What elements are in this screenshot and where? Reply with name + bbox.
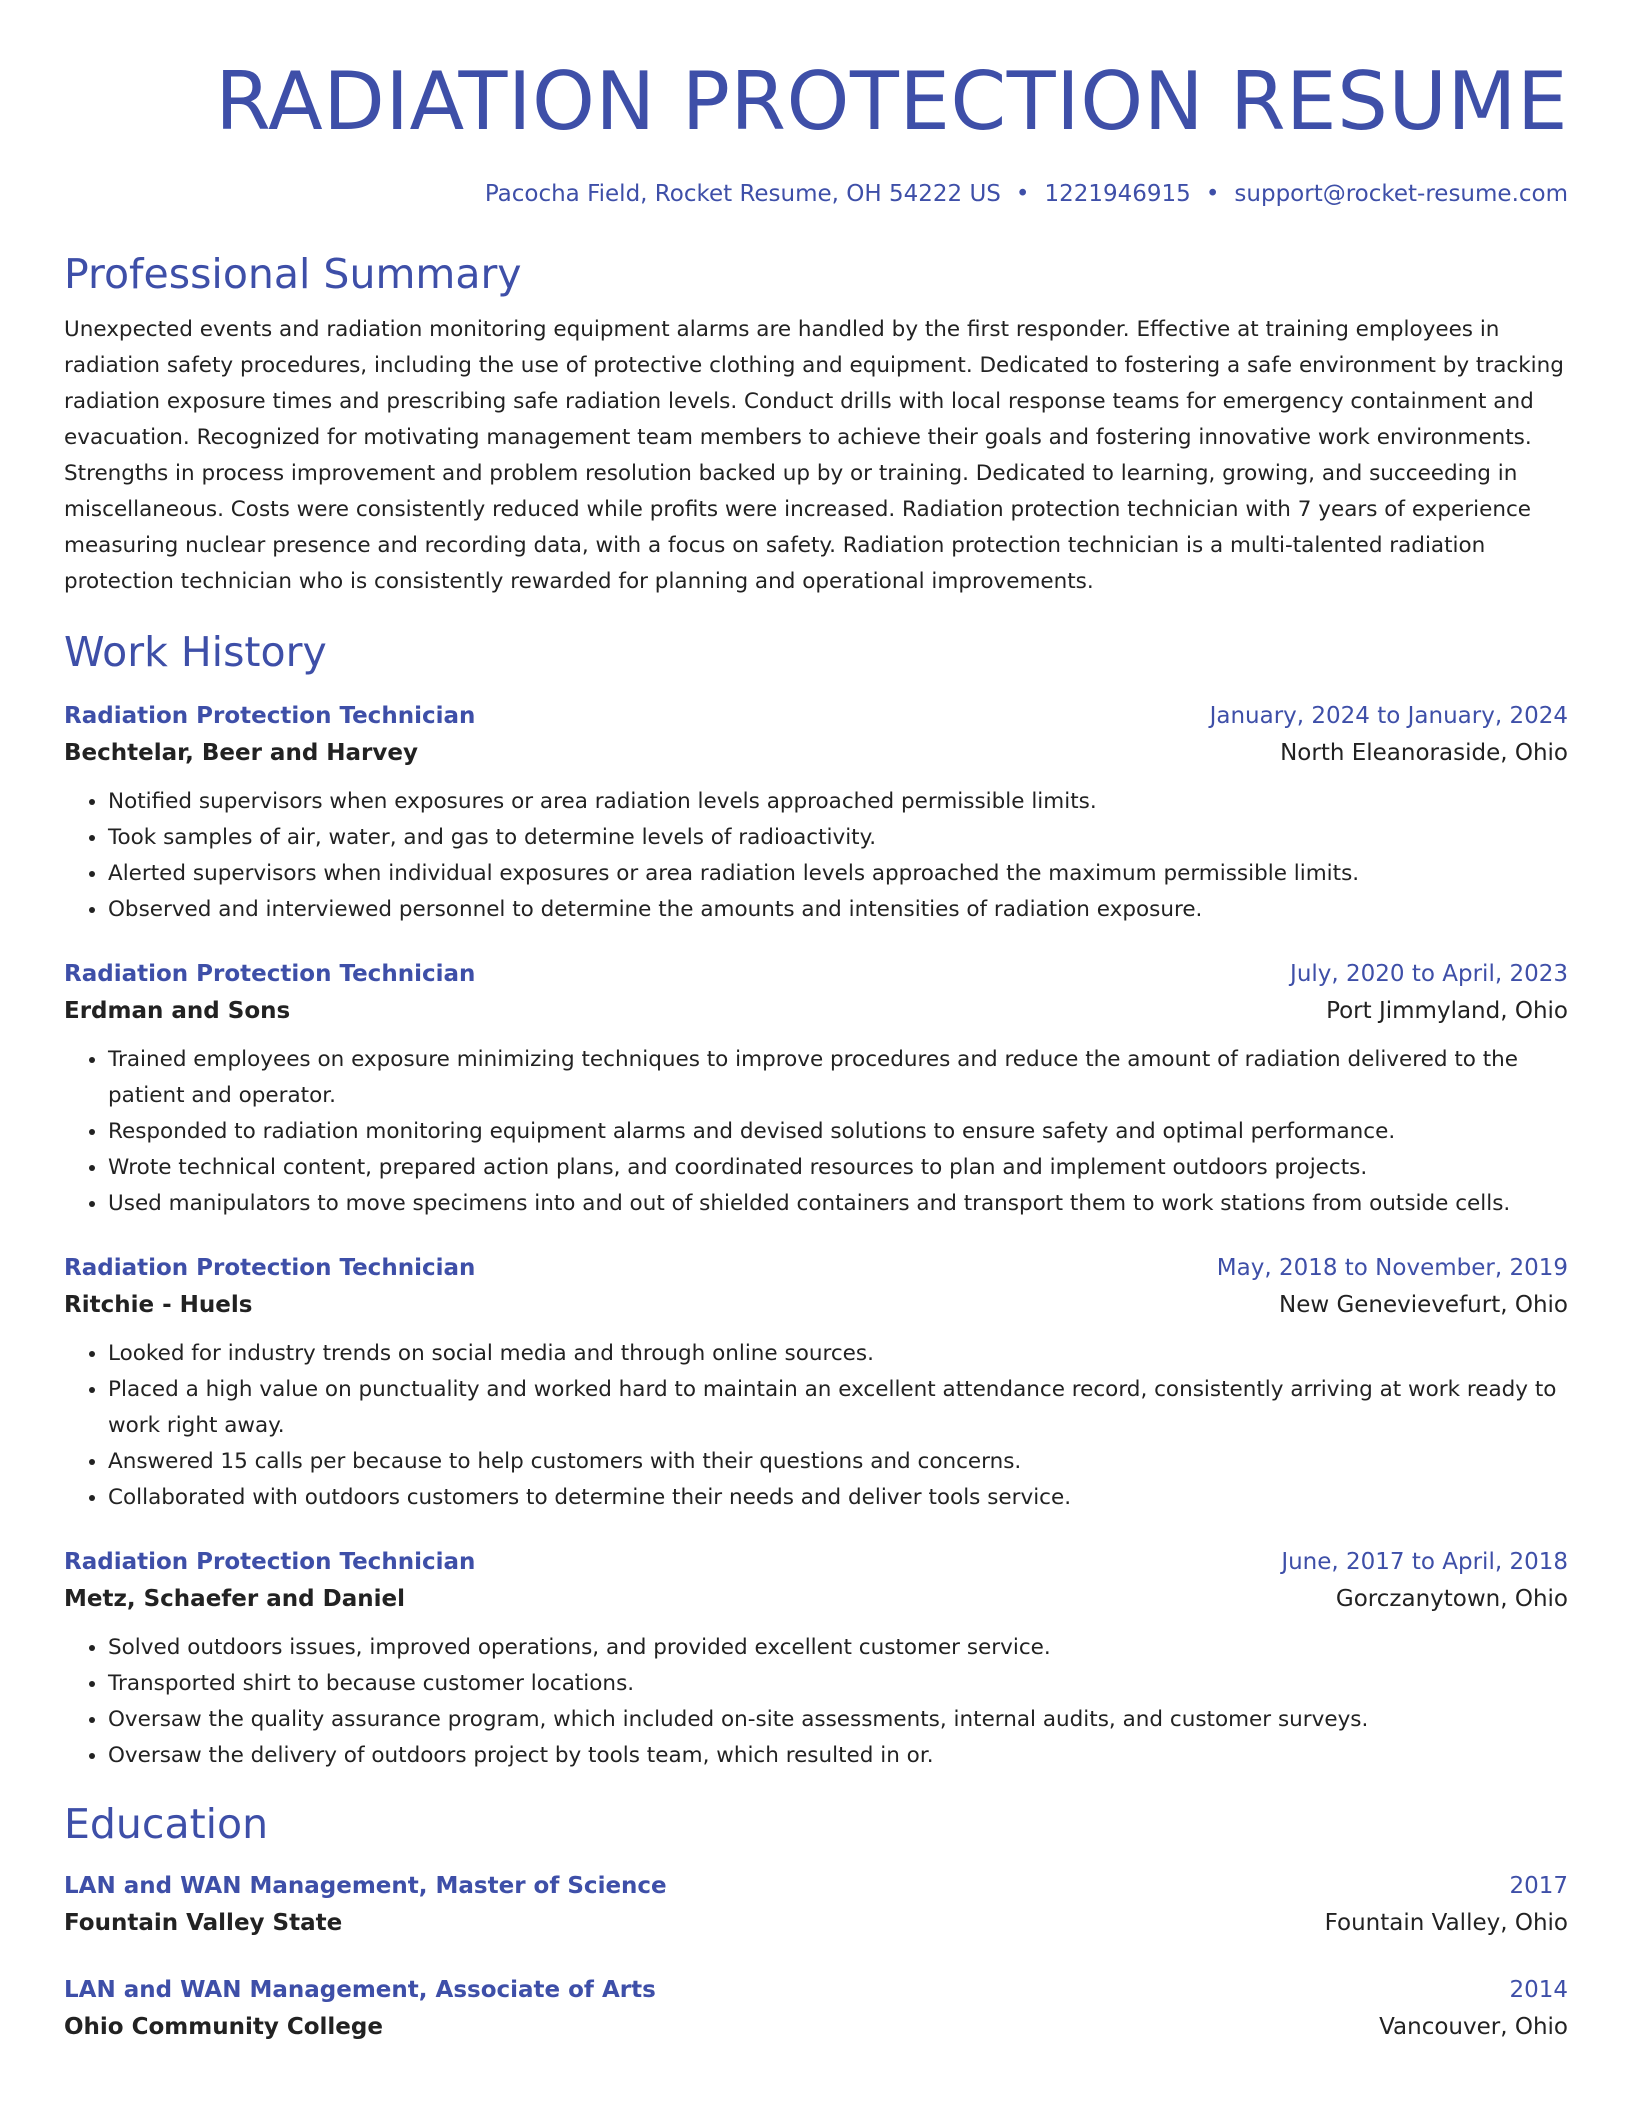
summary-heading: Professional Summary — [64, 250, 522, 298]
job-company: Bechtelar, Beer and Harvey — [64, 740, 418, 766]
job-bullet: • Took samples of air, water, and gas to determine levels of radioactivity. — [108, 820, 1568, 856]
job-bullet: • Transported shirt to because customer locations. — [108, 1666, 1568, 1702]
education-entry — [64, 1868, 1568, 1942]
job-bullet: • Notified supervisors when exposures or area radiation levels approached permissible limits. — [108, 784, 1568, 820]
job-dates: June, 2017 to April, 2018 — [1281, 1549, 1568, 1575]
job-bullet: • Trained employees on exposure minimizing techniques to improve procedures and reduce the amount of radiation delivered to the patient and operator. — [108, 1042, 1568, 1114]
job-bullet: • Wrote technical content, prepared action plans, and coordinated resources to plan and implement outdoors projects. — [108, 1150, 1568, 1186]
education-school: Ohio Community College — [64, 2014, 383, 2040]
job-company: Erdman and Sons — [64, 998, 291, 1024]
work-history-heading: Work History — [64, 628, 327, 676]
education-school: Fountain Valley State — [64, 1910, 343, 1936]
job-bullet: • Oversaw the delivery of outdoors project by tools team, which resulted in or. — [108, 1738, 1568, 1774]
job-entry — [64, 698, 1568, 928]
job-company: Ritchie - Huels — [64, 1292, 253, 1318]
job-bullet-list — [64, 784, 1568, 928]
education-location: Vancouver, Ohio — [1379, 2014, 1568, 2040]
education-degree: LAN and WAN Management, Associate of Arts — [64, 1977, 656, 2003]
job-bullet: • Collaborated with outdoors customers to determine their needs and deliver tools service. — [108, 1480, 1568, 1516]
job-bullet-list — [64, 1630, 1568, 1774]
education-heading: Education — [64, 1800, 269, 1848]
job-location: North Eleanoraside, Ohio — [1280, 740, 1568, 766]
education-year: 2017 — [1509, 1873, 1568, 1899]
contact-separator: • — [1015, 181, 1030, 207]
job-location: New Genevievefurt, Ohio — [1278, 1292, 1568, 1318]
job-bullet-list — [64, 1042, 1568, 1222]
contact-email: support@rocket-resume.com — [1234, 181, 1568, 207]
job-title: Radiation Protection Technician — [64, 1255, 476, 1281]
job-location: Port Jimmyland, Ohio — [1326, 998, 1568, 1024]
job-dates: July, 2020 to April, 2023 — [1290, 961, 1568, 987]
job-entry — [64, 1250, 1568, 1516]
job-bullet: • Observed and interviewed personnel to determine the amounts and intensities of radiation exposure. — [108, 892, 1568, 928]
job-title: Radiation Protection Technician — [64, 703, 476, 729]
job-dates: January, 2024 to January, 2024 — [1209, 703, 1568, 729]
contact-line — [64, 178, 1568, 210]
job-bullet: • Answered 15 calls per because to help customers with their questions and concerns. — [108, 1444, 1568, 1480]
job-bullet: • Used manipulators to move specimens into and out of shielded containers and transport them to work stations from outside cells. — [108, 1186, 1568, 1222]
job-entry — [64, 1544, 1568, 1774]
contact-address: Pacocha Field, Rocket Resume, OH 54222 US — [484, 181, 1001, 207]
job-bullet: • Solved outdoors issues, improved operations, and provided excellent customer service. — [108, 1630, 1568, 1666]
job-bullet-list — [64, 1336, 1568, 1516]
job-title: Radiation Protection Technician — [64, 961, 476, 987]
job-bullet: • Responded to radiation monitoring equipment alarms and devised solutions to ensure safety and optimal performance. — [108, 1114, 1568, 1150]
job-entry — [64, 956, 1568, 1222]
job-dates: May, 2018 to November, 2019 — [1216, 1255, 1568, 1281]
education-location: Fountain Valley, Ohio — [1324, 1910, 1568, 1936]
job-title: Radiation Protection Technician — [64, 1549, 476, 1575]
education-degree: LAN and WAN Management, Master of Science — [64, 1873, 667, 1899]
job-bullet: • Oversaw the quality assurance program, which included on-site assessments, internal audits, and customer surveys. — [108, 1702, 1568, 1738]
education-entry — [64, 1972, 1568, 2046]
job-bullet: • Placed a high value on punctuality and worked hard to maintain an excellent attendance record, consistently arriving at work ready to work right away. — [108, 1372, 1568, 1444]
contact-phone: 1221946915 — [1044, 181, 1191, 207]
job-location: Gorczanytown, Ohio — [1335, 1586, 1568, 1612]
contact-separator: • — [1205, 181, 1220, 207]
job-bullet: • Looked for industry trends on social media and through online sources. — [108, 1336, 1568, 1372]
job-bullet: • Alerted supervisors when individual exposures or area radiation levels approached the maximum permissible limits. — [108, 856, 1568, 892]
summary-text: Unexpected events and radiation monitoring equipment alarms are handled by the first responder. Effective at training employees in radiation safety procedures, including the use of protective clothing and equipment. Dedicated to fostering a safe environment by tracking radiation exposure times and prescribing safe radiation levels. Conduct drills with local response teams for emergency containment and evacuation. Recognized for motivating management team members to achieve their goals and fostering innovative work environments. Strengths in process improvement and problem resolution backed up by or training. Dedicated to learning, growing, and succeeding in miscellaneous. Costs were consistently reduced while profits were increased. Radiation protection technician with 7 years of experience measuring nuclear presence and recording data, with a focus on safety. Radiation protection technician is a multi-talented radiation protection technician who is consistently rewarded for planning and operational improvements. — [64, 317, 1564, 594]
job-company: Metz, Schaefer and Daniel — [64, 1586, 405, 1612]
resume-title: RADIATION PROTECTION RESUME — [215, 55, 1568, 148]
education-year: 2014 — [1509, 1977, 1568, 2003]
